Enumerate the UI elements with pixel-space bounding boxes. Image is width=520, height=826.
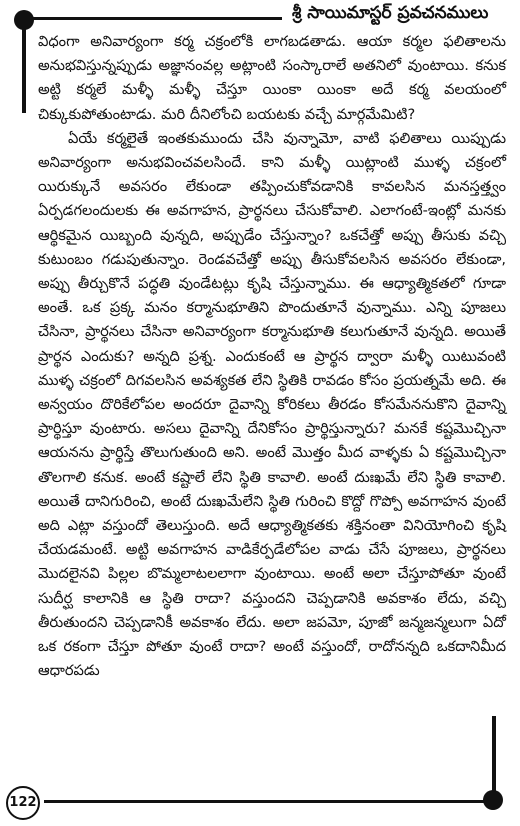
paragraph: ఏయే కర్మలైతే ఇంతకుముందు చేసి వున్నామో, వాటి ఫలితాలు యిప్పుడు అనివార్యంగా అనుభవించవలసిందే. కాని మళ్ళీ యిట్లాంటి ముళ్ళ చక్రంలో యిరుక్కునే అవసరం లేకుండా తప్పించుకోవడానికి కావలసిన మనస్తత్త్వం ఏర్పడగలందులకు ఈ అవగాహన, ప్రార్థనలు చేసుకోవాలి. ఎలాగంటే-ఇంట్లో మనకు ఆర్థికమైన యిబ్బంది వున్నది, అప్పుడేం చేస్తున్నాం? ఒకచేత్తో అప్పు తీసుకు వచ్చి కుటుంబం గడుపుతున్నాం. రెండవచేత్తో అప్పు తీసుకోవలసిన అవసరం లేకుండా, అప్పు తీర్చుకొనే పద్ధతి వుండేటట్లు కృషి చేస్తున్నాము. ఈ ఆధ్యాత్మికతలో గూడా అంతే. ఒక ప్రక్క మనం కర్మానుభూతిని పొందుతూనే వున్నాము. ఎన్ని పూజలు చేసినా, ప్రార్థనలు చేసినా అనివార్యంగా కర్మానుభూతి కలుగుతూనే వున్నది. అయితే ప్రార్థన ఎందుకు? అన్నది ప్రశ్న. ఎందుకంటే ఆ ప్రార్థన ద్వారా మళ్ళీ యిటువంటి ముళ్ళ చక్రంలో దిగవలసిన అవశ్యకత లేని స్థితికి రావడం కోసం ప్రయత్నమే అది. ఈ అన్వయం దొరికేలోపల అందరూ దైవాన్ని కోరికలు తీరడం కోసమేననుకొని దైవాన్ని ప్రార్థిస్తూ వుంటారు. అసలు దైవాన్ని దేనికోసం ప్రార్థిస్తున్నారు? మనకే కష్టమొచ్చినా ఆయనను ప్రార్థిస్తే తొలుగుతుంది అని. అంటే మొత్తం మీద వాళ్ళకు ఏ కష్టమొచ్చినా తొలగాలి కనుక. అంటే కష్టాలే లేని స్థితి కావాలి. అంటే దుఃఖమే లేని స్థితి కావాలి. అయితే దానిగురించి, అంటే దుఃఖమేలేని స్థితి గురించి కొద్దో గొప్పో అవగాహన వుంటే అది ఎట్లా వస్తుందో తెలుస్తుంది. అదే ఆధ్యాత్మికతకు శక్తినంతా వినియోగించి కృషి చేయడమంటే. అట్టి అవగాహన వాడికేర్పడేలోపల వాడు చేసే పూజలు, ప్రార్థనలు మొదలైనవి పిల్లల బొమ్మలాటలలాగా వుంటాయి. అంటే అలా చేస్తూపోతూ వుంటే సుదీర్ఘ కాలానికి ఆ స్థితి రాదా? వస్తుందని చెప్పడానికి అవకాశం లేదు, వచ్చి తీరుతుందని చెప్పడానికీ అవకాశం లేదు. అలా జపమో, పూజో జన్మజన్మలుగా ఏదో ఒక రకంగా చేస్తూ పోతూ వుంటే రాదా? అంటే వస్తుందో, రాదోనన్నది ఒకదానిమీద ఆధారపడు	[38, 129, 506, 680]
paragraph: విధంగా అనివార్యంగా కర్మ చక్రంలోకి లాగబడతాడు. ఆయా కర్మల ఫలితాలను అనుభవిస్తున్నప్పుడు అజ్ఞానంవల్ల అట్లాంటి సంస్కారాలే అతనిలో వుంటాయి. కనుక అట్టి కర్మలే మళ్ళీ మళ్ళీ చేస్తూ యింకా యింకా అదే కర్మ వలయంలో చిక్కుకుపోతుంటాడు. మరి దీనిలోంచి బయటకు వచ్చే మార్గమేమిటి?	[38, 33, 506, 123]
right-margin-rule	[492, 716, 496, 798]
running-header-title: శ్రీ సాయిమాస్టర్ ప్రవచనములు	[292, 3, 489, 23]
page-body	[38, 30, 506, 683]
footer-ornament-dot	[483, 790, 503, 810]
left-margin-rule	[22, 16, 26, 113]
header-rule	[24, 17, 282, 20]
footer-rule	[44, 800, 486, 803]
page-number: 122	[6, 786, 40, 820]
